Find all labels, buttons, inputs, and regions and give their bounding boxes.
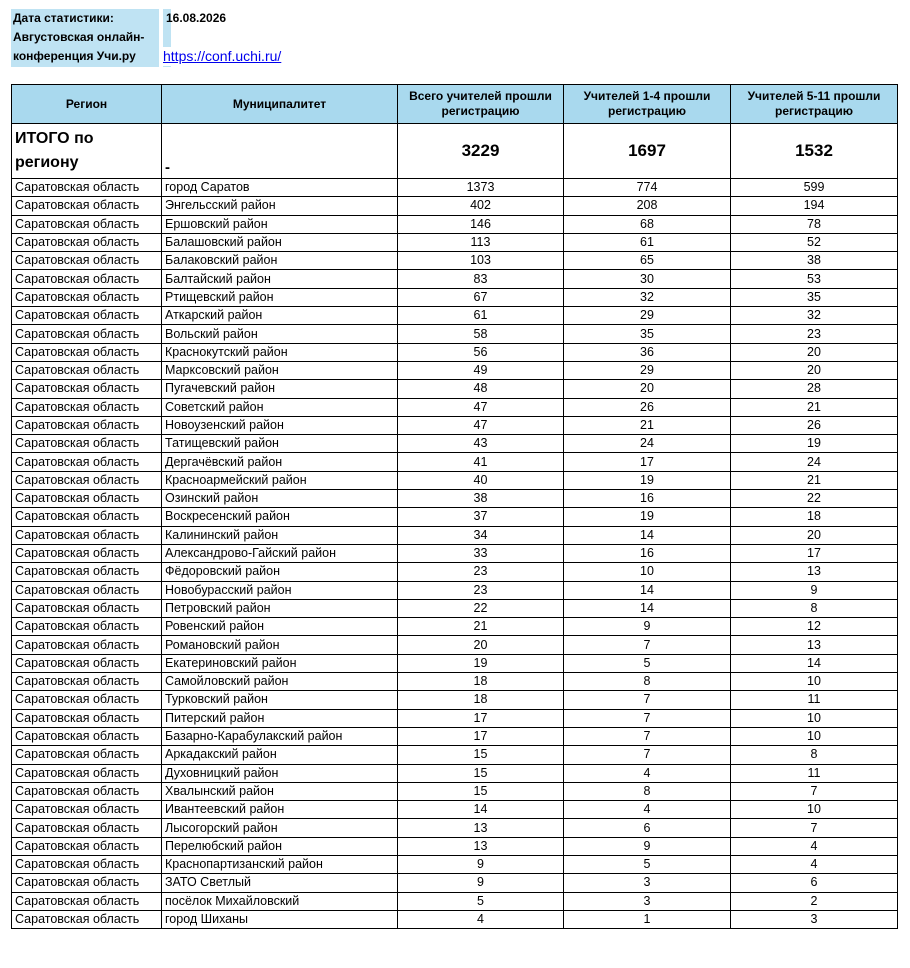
cell-grades-1-4: 4 bbox=[564, 764, 731, 782]
cell-grades-1-4: 17 bbox=[564, 453, 731, 471]
cell-region: Саратовская область bbox=[12, 490, 162, 508]
cell-total: 61 bbox=[398, 307, 564, 325]
table-row bbox=[12, 782, 898, 800]
cell-total: 13 bbox=[398, 819, 564, 837]
cell-total: 9 bbox=[398, 874, 564, 892]
cell-municipality: Вольский район bbox=[162, 325, 398, 343]
cell-grades-5-11: 9 bbox=[731, 581, 898, 599]
cell-grades-5-11: 12 bbox=[731, 618, 898, 636]
cell-total: 15 bbox=[398, 746, 564, 764]
cell-total: 113 bbox=[398, 233, 564, 251]
cell-municipality: Советский район bbox=[162, 398, 398, 416]
table-row bbox=[12, 892, 898, 910]
cell-total: 18 bbox=[398, 673, 564, 691]
cell-grades-1-4: 14 bbox=[564, 599, 731, 617]
cell-region: Саратовская область bbox=[12, 709, 162, 727]
totals-total: 3229 bbox=[398, 124, 564, 179]
totals-municipality: - bbox=[162, 124, 398, 179]
cell-grades-1-4: 14 bbox=[564, 581, 731, 599]
cell-grades-5-11: 35 bbox=[731, 288, 898, 306]
cell-grades-1-4: 7 bbox=[564, 746, 731, 764]
cell-grades-5-11: 22 bbox=[731, 490, 898, 508]
info-label-cell bbox=[11, 9, 159, 67]
table-row bbox=[12, 490, 898, 508]
date-label: Дата статистики: bbox=[13, 11, 114, 25]
table-row bbox=[12, 288, 898, 306]
table-row bbox=[12, 837, 898, 855]
cell-total: 17 bbox=[398, 727, 564, 745]
cell-region: Саратовская область bbox=[12, 270, 162, 288]
cell-grades-1-4: 29 bbox=[564, 361, 731, 379]
cell-region: Саратовская область bbox=[12, 179, 162, 197]
cell-grades-1-4: 68 bbox=[564, 215, 731, 233]
cell-total: 49 bbox=[398, 361, 564, 379]
table-row bbox=[12, 855, 898, 873]
cell-municipality: ЗАТО Светлый bbox=[162, 874, 398, 892]
table-row bbox=[12, 599, 898, 617]
cell-region: Саратовская область bbox=[12, 343, 162, 361]
cell-grades-1-4: 7 bbox=[564, 691, 731, 709]
cell-grades-1-4: 1 bbox=[564, 910, 731, 928]
cell-grades-5-11: 52 bbox=[731, 233, 898, 251]
cell-region: Саратовская область bbox=[12, 526, 162, 544]
cell-municipality: Красноармейский район bbox=[162, 471, 398, 489]
cell-region: Саратовская область bbox=[12, 892, 162, 910]
totals-grades-1-4: 1697 bbox=[564, 124, 731, 179]
table-row bbox=[12, 544, 898, 562]
cell-region: Саратовская область bbox=[12, 746, 162, 764]
table-row bbox=[12, 435, 898, 453]
cell-grades-5-11: 53 bbox=[731, 270, 898, 288]
table-row bbox=[12, 343, 898, 361]
cell-municipality: Ершовский район bbox=[162, 215, 398, 233]
stats-table bbox=[11, 84, 898, 929]
cell-grades-5-11: 78 bbox=[731, 215, 898, 233]
cell-municipality: Татищевский район bbox=[162, 435, 398, 453]
cell-grades-1-4: 5 bbox=[564, 654, 731, 672]
cell-region: Саратовская область bbox=[12, 435, 162, 453]
cell-municipality: Самойловский район bbox=[162, 673, 398, 691]
cell-grades-1-4: 8 bbox=[564, 673, 731, 691]
cell-grades-1-4: 36 bbox=[564, 343, 731, 361]
cell-region: Саратовская область bbox=[12, 252, 162, 270]
cell-region: Саратовская область bbox=[12, 471, 162, 489]
table-row bbox=[12, 252, 898, 270]
header-region: Регион bbox=[12, 85, 162, 124]
cell-total: 22 bbox=[398, 599, 564, 617]
cell-region: Саратовская область bbox=[12, 618, 162, 636]
table-row bbox=[12, 910, 898, 928]
cell-grades-1-4: 3 bbox=[564, 892, 731, 910]
cell-grades-5-11: 7 bbox=[731, 819, 898, 837]
cell-municipality: Балтайский район bbox=[162, 270, 398, 288]
cell-region: Саратовская область bbox=[12, 581, 162, 599]
cell-grades-1-4: 19 bbox=[564, 508, 731, 526]
cell-grades-1-4: 16 bbox=[564, 544, 731, 562]
cell-grades-5-11: 26 bbox=[731, 416, 898, 434]
cell-grades-1-4: 9 bbox=[564, 837, 731, 855]
cell-total: 83 bbox=[398, 270, 564, 288]
cell-region: Саратовская область bbox=[12, 380, 162, 398]
cell-region: Саратовская область bbox=[12, 819, 162, 837]
cell-municipality: Краснокутский район bbox=[162, 343, 398, 361]
table-row bbox=[12, 801, 898, 819]
cell-municipality: город Шиханы bbox=[162, 910, 398, 928]
cell-grades-5-11: 10 bbox=[731, 727, 898, 745]
table-row bbox=[12, 673, 898, 691]
totals-grades-5-11: 1532 bbox=[731, 124, 898, 179]
cell-grades-1-4: 7 bbox=[564, 636, 731, 654]
cell-region: Саратовская область bbox=[12, 361, 162, 379]
table-row bbox=[12, 307, 898, 325]
table-row bbox=[12, 819, 898, 837]
cell-municipality: Питерский район bbox=[162, 709, 398, 727]
cell-grades-5-11: 10 bbox=[731, 801, 898, 819]
cell-municipality: Турковский район bbox=[162, 691, 398, 709]
cell-municipality: Перелюбский район bbox=[162, 837, 398, 855]
cell-total: 15 bbox=[398, 764, 564, 782]
cell-municipality: Новоузенский район bbox=[162, 416, 398, 434]
cell-grades-5-11: 4 bbox=[731, 837, 898, 855]
cell-grades-1-4: 30 bbox=[564, 270, 731, 288]
cell-total: 58 bbox=[398, 325, 564, 343]
cell-total: 13 bbox=[398, 837, 564, 855]
header-grades-5-11: Учителей 5-11 прошли регистрацию bbox=[731, 85, 898, 124]
cell-grades-1-4: 7 bbox=[564, 727, 731, 745]
table-row bbox=[12, 709, 898, 727]
cell-grades-1-4: 26 bbox=[564, 398, 731, 416]
cell-grades-1-4: 19 bbox=[564, 471, 731, 489]
cell-grades-1-4: 5 bbox=[564, 855, 731, 873]
cell-total: 48 bbox=[398, 380, 564, 398]
cell-region: Саратовская область bbox=[12, 563, 162, 581]
header-municipality: Муниципалитет bbox=[162, 85, 398, 124]
cell-region: Саратовская область bbox=[12, 855, 162, 873]
cell-total: 23 bbox=[398, 563, 564, 581]
cell-municipality: Дергачёвский район bbox=[162, 453, 398, 471]
totals-label: ИТОГО по региону bbox=[12, 124, 162, 179]
cell-region: Саратовская область bbox=[12, 727, 162, 745]
cell-grades-5-11: 20 bbox=[731, 343, 898, 361]
cell-grades-5-11: 20 bbox=[731, 361, 898, 379]
cell-grades-5-11: 10 bbox=[731, 709, 898, 727]
cell-grades-5-11: 19 bbox=[731, 435, 898, 453]
cell-total: 14 bbox=[398, 801, 564, 819]
table-row bbox=[12, 380, 898, 398]
cell-municipality: Базарно-Карабулакский район bbox=[162, 727, 398, 745]
cell-region: Саратовская область bbox=[12, 837, 162, 855]
cell-region: Саратовская область bbox=[12, 416, 162, 434]
table-row bbox=[12, 416, 898, 434]
cell-total: 56 bbox=[398, 343, 564, 361]
cell-municipality: Ивантеевский район bbox=[162, 801, 398, 819]
cell-grades-5-11: 13 bbox=[731, 563, 898, 581]
cell-municipality: Марксовский район bbox=[162, 361, 398, 379]
cell-region: Саратовская область bbox=[12, 910, 162, 928]
cell-region: Саратовская область bbox=[12, 673, 162, 691]
conference-line-2: конференция Учи.ру bbox=[13, 49, 136, 63]
cell-municipality: Краснопартизанский район bbox=[162, 855, 398, 873]
table-row bbox=[12, 361, 898, 379]
cell-municipality: Ровенский район bbox=[162, 618, 398, 636]
cell-grades-1-4: 65 bbox=[564, 252, 731, 270]
cell-grades-5-11: 24 bbox=[731, 453, 898, 471]
cell-grades-1-4: 32 bbox=[564, 288, 731, 306]
cell-grades-5-11: 38 bbox=[731, 252, 898, 270]
cell-municipality: Балаковский район bbox=[162, 252, 398, 270]
cell-region: Саратовская область bbox=[12, 544, 162, 562]
cell-grades-5-11: 14 bbox=[731, 654, 898, 672]
cell-region: Саратовская область bbox=[12, 325, 162, 343]
cell-grades-1-4: 61 bbox=[564, 233, 731, 251]
cell-municipality: Энгельсский район bbox=[162, 197, 398, 215]
cell-municipality: Пугачевский район bbox=[162, 380, 398, 398]
table-row bbox=[12, 526, 898, 544]
cell-region: Саратовская область bbox=[12, 233, 162, 251]
cell-grades-1-4: 16 bbox=[564, 490, 731, 508]
cell-total: 41 bbox=[398, 453, 564, 471]
cell-grades-1-4: 774 bbox=[564, 179, 731, 197]
cell-municipality: Новобурасский район bbox=[162, 581, 398, 599]
cell-grades-5-11: 4 bbox=[731, 855, 898, 873]
table-row bbox=[12, 764, 898, 782]
table-row bbox=[12, 453, 898, 471]
cell-grades-1-4: 208 bbox=[564, 197, 731, 215]
cell-grades-1-4: 7 bbox=[564, 709, 731, 727]
cell-total: 17 bbox=[398, 709, 564, 727]
cell-grades-5-11: 10 bbox=[731, 673, 898, 691]
cell-grades-5-11: 18 bbox=[731, 508, 898, 526]
cell-grades-1-4: 29 bbox=[564, 307, 731, 325]
cell-grades-5-11: 7 bbox=[731, 782, 898, 800]
table-row bbox=[12, 654, 898, 672]
cell-municipality: Духовницкий район bbox=[162, 764, 398, 782]
cell-region: Саратовская область bbox=[12, 782, 162, 800]
cell-total: 23 bbox=[398, 581, 564, 599]
table-row bbox=[12, 215, 898, 233]
cell-total: 15 bbox=[398, 782, 564, 800]
cell-grades-5-11: 21 bbox=[731, 398, 898, 416]
cell-region: Саратовская область bbox=[12, 691, 162, 709]
cell-municipality: Аркадакский район bbox=[162, 746, 398, 764]
cell-total: 33 bbox=[398, 544, 564, 562]
cell-region: Саратовская область bbox=[12, 197, 162, 215]
cell-region: Саратовская область bbox=[12, 307, 162, 325]
cell-region: Саратовская область bbox=[12, 801, 162, 819]
cell-total: 47 bbox=[398, 398, 564, 416]
cell-grades-5-11: 32 bbox=[731, 307, 898, 325]
table-row bbox=[12, 581, 898, 599]
cell-municipality: Калининский район bbox=[162, 526, 398, 544]
cell-total: 146 bbox=[398, 215, 564, 233]
table-row bbox=[12, 563, 898, 581]
table-row bbox=[12, 727, 898, 745]
table-row bbox=[12, 197, 898, 215]
cell-total: 4 bbox=[398, 910, 564, 928]
cell-grades-5-11: 599 bbox=[731, 179, 898, 197]
table-header-row bbox=[12, 85, 898, 124]
cell-municipality: Фёдоровский район bbox=[162, 563, 398, 581]
cell-grades-5-11: 8 bbox=[731, 746, 898, 764]
cell-grades-1-4: 14 bbox=[564, 526, 731, 544]
cell-municipality: Аткарский район bbox=[162, 307, 398, 325]
cell-grades-1-4: 4 bbox=[564, 801, 731, 819]
cell-grades-5-11: 28 bbox=[731, 380, 898, 398]
cell-grades-5-11: 194 bbox=[731, 197, 898, 215]
cell-total: 38 bbox=[398, 490, 564, 508]
cell-region: Саратовская область bbox=[12, 508, 162, 526]
cell-grades-5-11: 11 bbox=[731, 764, 898, 782]
header-grades-1-4: Учителей 1-4 прошли регистрацию bbox=[564, 85, 731, 124]
cell-total: 103 bbox=[398, 252, 564, 270]
cell-total: 43 bbox=[398, 435, 564, 453]
cell-municipality: город Саратов bbox=[162, 179, 398, 197]
table-row bbox=[12, 691, 898, 709]
cell-total: 47 bbox=[398, 416, 564, 434]
cell-region: Саратовская область bbox=[12, 764, 162, 782]
table-row bbox=[12, 618, 898, 636]
cell-municipality: Хвалынский район bbox=[162, 782, 398, 800]
cell-total: 18 bbox=[398, 691, 564, 709]
cell-region: Саратовская область bbox=[12, 288, 162, 306]
cell-municipality: Ртищевский район bbox=[162, 288, 398, 306]
table-row bbox=[12, 746, 898, 764]
cell-region: Саратовская область bbox=[12, 654, 162, 672]
cell-municipality: Лысогорский район bbox=[162, 819, 398, 837]
cell-grades-5-11: 21 bbox=[731, 471, 898, 489]
cell-total: 37 bbox=[398, 508, 564, 526]
cell-grades-5-11: 2 bbox=[731, 892, 898, 910]
table-row bbox=[12, 270, 898, 288]
cell-total: 402 bbox=[398, 197, 564, 215]
header-total: Всего учителей прошли регистрацию bbox=[398, 85, 564, 124]
cell-total: 20 bbox=[398, 636, 564, 654]
cell-grades-1-4: 9 bbox=[564, 618, 731, 636]
cell-municipality: Романовский район bbox=[162, 636, 398, 654]
cell-grades-1-4: 8 bbox=[564, 782, 731, 800]
cell-region: Саратовская область bbox=[12, 636, 162, 654]
cell-grades-5-11: 23 bbox=[731, 325, 898, 343]
cell-grades-5-11: 17 bbox=[731, 544, 898, 562]
cell-municipality: Озинский район bbox=[162, 490, 398, 508]
cell-grades-5-11: 3 bbox=[731, 910, 898, 928]
table-row bbox=[12, 179, 898, 197]
cell-grades-1-4: 35 bbox=[564, 325, 731, 343]
cell-grades-5-11: 8 bbox=[731, 599, 898, 617]
cell-region: Саратовская область bbox=[12, 398, 162, 416]
cell-municipality: Балашовский район bbox=[162, 233, 398, 251]
conference-link[interactable]: https://conf.uchi.ru/ bbox=[163, 48, 282, 64]
cell-region: Саратовская область bbox=[12, 599, 162, 617]
cell-total: 40 bbox=[398, 471, 564, 489]
cell-total: 21 bbox=[398, 618, 564, 636]
cell-grades-1-4: 20 bbox=[564, 380, 731, 398]
totals-row bbox=[12, 124, 898, 179]
table-row bbox=[12, 471, 898, 489]
cell-grades-1-4: 10 bbox=[564, 563, 731, 581]
cell-region: Саратовская область bbox=[12, 874, 162, 892]
conference-line-1: Августовская онлайн- bbox=[13, 30, 145, 44]
cell-grades-5-11: 20 bbox=[731, 526, 898, 544]
cell-grades-5-11: 13 bbox=[731, 636, 898, 654]
table-row bbox=[12, 325, 898, 343]
cell-municipality: Екатериновский район bbox=[162, 654, 398, 672]
cell-grades-5-11: 6 bbox=[731, 874, 898, 892]
cell-total: 67 bbox=[398, 288, 564, 306]
table-row bbox=[12, 874, 898, 892]
cell-municipality: Александрово-Гайский район bbox=[162, 544, 398, 562]
cell-total: 5 bbox=[398, 892, 564, 910]
cell-municipality: посёлок Михайловский bbox=[162, 892, 398, 910]
cell-grades-5-11: 11 bbox=[731, 691, 898, 709]
cell-total: 1373 bbox=[398, 179, 564, 197]
cell-municipality: Воскресенский район bbox=[162, 508, 398, 526]
cell-grades-1-4: 3 bbox=[564, 874, 731, 892]
date-value: 16.08.2026 bbox=[166, 11, 227, 25]
cell-grades-1-4: 24 bbox=[564, 435, 731, 453]
table-row bbox=[12, 508, 898, 526]
cell-grades-1-4: 6 bbox=[564, 819, 731, 837]
table-row bbox=[12, 233, 898, 251]
table-row bbox=[12, 636, 898, 654]
cell-total: 34 bbox=[398, 526, 564, 544]
cell-grades-1-4: 21 bbox=[564, 416, 731, 434]
cell-region: Саратовская область bbox=[12, 215, 162, 233]
table-row bbox=[12, 398, 898, 416]
cell-total: 9 bbox=[398, 855, 564, 873]
cell-region: Саратовская область bbox=[12, 453, 162, 471]
cell-total: 19 bbox=[398, 654, 564, 672]
cell-municipality: Петровский район bbox=[162, 599, 398, 617]
